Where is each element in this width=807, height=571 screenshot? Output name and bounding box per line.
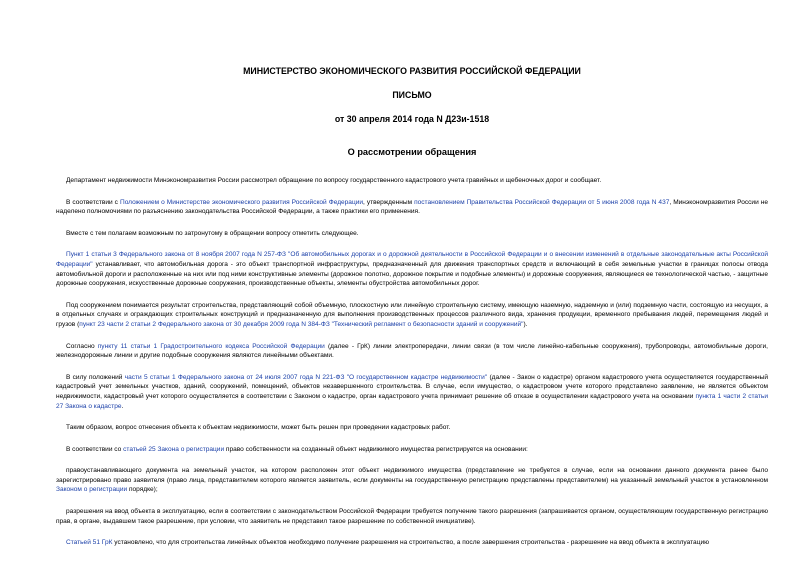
paragraph-11 [56, 507, 768, 526]
text: (далее - Закон о кадастре) органом кадастрового учета осуществляется государственный кадастровый учет земельных участков, зданий, сооружений, помещений, объектов незавершенного строительства. В случае, если имущество, о кадастровом учете которого представлено заявление, не является объектом недвижимости, кадастровый учет которого осуществляется в соответствии с Законом о кадастре, орган кадастрового учета принимает решение об отказе в осуществлении кадастрового учета на основании [56, 373, 768, 400]
document-page [56, 66, 768, 560]
paragraph-6 [56, 342, 768, 361]
text: Согласно [66, 342, 98, 350]
text: , утвержденным [363, 198, 415, 206]
paragraph-1 [56, 176, 768, 186]
paragraph-8 [56, 423, 768, 433]
link-government-decree[interactable]: постановлением Правительства Российской Федерации от 5 июня 2008 года N 437 [414, 198, 670, 206]
text: . [121, 402, 124, 410]
text: , Минэкономразвития России не наделено полномочиями по разъяснению законодательства Российской Федерации, а также практики его применения. [56, 198, 768, 216]
paragraph-7 [56, 373, 768, 411]
document-type: ПИСЬМО [392, 90, 432, 100]
text: ). [523, 320, 528, 328]
paragraph-12 [56, 538, 768, 548]
link-grk-article-51[interactable]: Статьей 51 ГрК [66, 539, 113, 547]
text: порядке); [127, 486, 158, 494]
link-federal-law-384[interactable]: пункт 23 части 2 статьи 2 Федерального закона от 30 декабря 2009 года N 384-ФЗ "Технический регламент о безопасности зданий и сооружений" [79, 320, 524, 328]
text: Под сооружением понимается результат строительства, представляющий собой объемную, плоскостную или линейную строительную систему, имеющую наземную, надземную и (или) подземную части, состоящую из несущих, а в отдельных случаях и ограждающих строительных конструкций и предназначенную для выполнения производственных процессов различного вида, хранения продукции, временного пребывания людей, перемещения людей и грузов ( [56, 301, 768, 328]
text: (далее - ГрК) линии электропередачи, линии связи (в том числе линейно-кабельные сооружения), трубопроводы, автомобильные дороги, железнодорожные линии и другие подобные сооружения являются линейными объектами. [56, 342, 768, 360]
text: установлено, что для строительства линейных объектов необходимо получение разрешения на строительство, а после завершения строительства - разрешение на ввод объекта в эксплуатацию [112, 539, 710, 547]
text: Таким образом, вопрос отнесения объекта к объектам недвижимости, может быть решен при проведении кадастровых работ. [66, 424, 451, 432]
text: право собственности на созданный объект недвижимого имущества регистрируется на основании: [224, 445, 528, 453]
link-federal-law-257[interactable]: Пункт 1 статьи 3 Федерального закона от 8 ноября 2007 года N 257-ФЗ "Об автомобильных дорогах и о дорожной деятельности в Российской Федерации и о внесении изменений в отдельные законодательные акты Российской Федерации" [56, 251, 768, 268]
paragraph-9 [56, 445, 768, 455]
paragraph-5 [56, 301, 768, 330]
text: В соответствии с [66, 198, 120, 206]
document-subject: О рассмотрении обращения [347, 147, 477, 157]
paragraph-3 [56, 229, 768, 239]
link-urban-planning-code[interactable]: пункту 11 статьи 1 Градостроительного кодекса Российской Федерации [97, 342, 325, 350]
text: Департамент недвижимости Минэкономразвития России рассмотрел обращение по вопросу государственного кадастрового учета гравийных и щебеночных дорог и сообщает. [66, 177, 602, 184]
ministry-name: МИНИСТЕРСТВО ЭКОНОМИЧЕСКОГО РАЗВИТИЯ РОССИЙСКОЙ ФЕДЕРАЦИИ [243, 66, 581, 76]
document-date: от 30 апреля 2014 года N Д23и-1518 [334, 114, 490, 124]
paragraph-2 [56, 198, 768, 217]
paragraph-10 [56, 466, 768, 495]
text: устанавливает, что автомобильная дорога - это объект транспортной инфраструктуры, предназначенный для движения транспортных средств и включающий в себя земельные участки в границах полосы отвода автомобильной дороги и расположенные на них или под ними конструктивные элементы (дорожное полотно, дорожное покрытие и подобные элементы) и дорожные сооружения, являющиеся ее технологической частью, - защитные дорожные сооружения, искусственные дорожные сооружения, производственные объекты, элементы обустройства автомобильных дорог. [56, 260, 768, 288]
paragraph-4 [56, 250, 768, 288]
text: разрешения на ввод объекта в эксплуатацию, если в соответствии с законодательством Российской Федерации требуется получение такого разрешения (запрашивается органом, осуществляющим государственную регистрацию прав, в органе, выдавшем такое разрешение, при условии, что заявитель не представил такое разрешение по собственной инициативе). [56, 508, 768, 525]
text: В силу положений [66, 373, 125, 381]
link-federal-law-221[interactable]: части 5 статьи 1 Федерального закона от 24 июля 2007 года N 221-ФЗ "О государственном кадастре недвижимости" [124, 373, 488, 381]
link-cadastre-article-27[interactable]: пункта 1 части 2 статьи 27 Закона о кадастре [56, 392, 768, 410]
text: правоустанавливающего документа на земельный участок, на котором расположен этот объект недвижимого имущества (представление не требуется в случае, если на основании данного документа ранее было зарегистрировано право заявителя (право лица, представителем которого является заявитель, если документы на государственную регистрацию представлены представителем) на указанный земельный участок в установленном [56, 467, 768, 484]
link-ministry-regulation[interactable]: Положением о Министерстве экономического развития Российской Федерации [119, 198, 364, 206]
link-registration-law[interactable]: Законом о регистрации [56, 486, 128, 494]
text: В соответствии со [66, 445, 124, 453]
link-registration-article-25[interactable]: статьей 25 Закона о регистрации [123, 445, 225, 453]
text: Вместе с тем полагаем возможным по затронутому в обращении вопросу отметить следующее. [66, 229, 359, 237]
